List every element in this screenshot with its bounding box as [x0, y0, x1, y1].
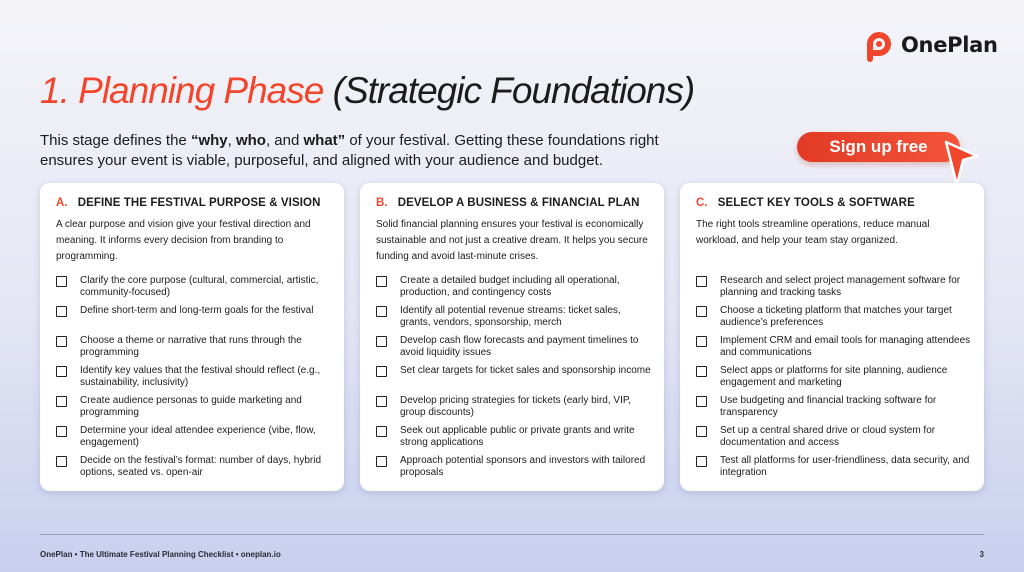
checklist-item-text: Create a detailed budget including all operational, production, and contingency costs: [400, 275, 620, 298]
checkbox[interactable]: [376, 366, 387, 377]
intro-sep2: , and: [265, 132, 304, 149]
checklist-item: [696, 455, 972, 485]
checkbox[interactable]: [376, 456, 387, 467]
oneplan-logo-icon: [861, 28, 893, 62]
checkbox[interactable]: [56, 276, 67, 287]
checklist-item: [376, 425, 652, 455]
checklist: [56, 275, 332, 485]
checklist-item: [696, 335, 972, 365]
card-description: A clear purpose and vision give your festival direction and meaning. It informs every decision from branding to programming.: [56, 219, 311, 262]
checklist: [376, 275, 652, 485]
checklist-item: [696, 275, 972, 305]
checkbox[interactable]: [56, 366, 67, 377]
checklist-item: [696, 305, 972, 335]
card-heading: [56, 197, 332, 209]
checklist-item-text: Define short-term and long-term goals for the festival: [80, 305, 314, 316]
checklist-item-text: Set up a central shared drive or cloud system for documentation and access: [720, 425, 936, 448]
intro-quote-close: ”: [337, 132, 346, 149]
brand-logo: [861, 28, 998, 62]
checklist-item-text: Implement CRM and email tools for managing attendees and communications: [720, 335, 971, 358]
checkbox[interactable]: [696, 276, 707, 287]
checkbox[interactable]: [56, 306, 67, 317]
card-tools-software: [680, 183, 984, 491]
card-content: [376, 197, 652, 485]
checklist-item: [376, 365, 652, 395]
footer-divider: [40, 534, 984, 535]
checklist-item: [56, 425, 332, 455]
card-heading: [376, 197, 652, 209]
intro-sep1: ,: [227, 132, 236, 149]
checklist-item: [696, 395, 972, 425]
title-phase: 1. Planning Phase: [40, 70, 324, 111]
checkbox[interactable]: [696, 426, 707, 437]
checkbox[interactable]: [376, 306, 387, 317]
card-heading-text: DEVELOP A BUSINESS & FINANCIAL PLAN: [397, 197, 640, 209]
page-title: [40, 70, 694, 112]
checklist-item-text: Choose a theme or narrative that runs through the programming: [80, 335, 302, 358]
card-heading-text: SELECT KEY TOOLS & SOFTWARE: [717, 197, 915, 209]
checklist-item: [696, 365, 972, 395]
intro-pre: This stage defines the: [40, 132, 191, 149]
checkbox[interactable]: [696, 396, 707, 407]
checklist-item: [376, 305, 652, 335]
card-letter: C.: [696, 197, 708, 209]
checklist-item-text: Choose a ticketing platform that matches your target audience’s preferences: [720, 305, 952, 328]
checkbox[interactable]: [376, 426, 387, 437]
checklist-item-text: Approach potential sponsors and investors with tailored proposals: [400, 455, 646, 478]
checklist-item-text: Create audience personas to guide marketing and programming: [80, 395, 302, 418]
sign-up-button[interactable]: Sign up free: [797, 132, 960, 162]
intro-rest: of your festival. Getting these foundations right ensures your event is viable, purposeful, and aligned with your audience and budget.: [40, 132, 659, 169]
checkbox[interactable]: [56, 426, 67, 437]
intro-quote-open: “: [190, 132, 199, 149]
checkbox[interactable]: [376, 276, 387, 287]
checklist-item-text: Develop cash flow forecasts and payment timelines to avoid liquidity issues: [400, 335, 639, 358]
checkbox[interactable]: [376, 336, 387, 347]
title-subtitle: (Strategic Foundations): [332, 70, 695, 111]
checklist-item-text: Test all platforms for user-friendliness, data security, and integration: [720, 455, 970, 478]
checklist-item: [56, 305, 332, 335]
card-heading-text: DEFINE THE FESTIVAL PURPOSE & VISION: [77, 197, 321, 209]
card-content: [696, 197, 972, 485]
pointer-arrow-icon: [944, 140, 980, 188]
checklist-item: [376, 335, 652, 365]
brand-name: OnePlan: [901, 33, 998, 57]
intro-paragraph: [40, 131, 700, 171]
checklist-item: [376, 395, 652, 425]
checklist-item-text: Clarify the core purpose (cultural, commercial, artistic, community-focused): [80, 275, 319, 298]
card-heading: [696, 197, 972, 209]
card-description: Solid financial planning ensures your festival is economically sustainable and not just a creative dream. It helps you secure funding and avoid last-minute crises.: [376, 219, 648, 262]
footer-text: OnePlan • The Ultimate Festival Planning Checklist • oneplan.io: [40, 550, 281, 559]
checklist-item-text: Decide on the festival’s format: number of days, hybrid options, seated vs. open-air: [80, 455, 322, 478]
intro-who: who: [235, 132, 266, 149]
checklist-item: [56, 365, 332, 395]
checklist-item-text: Determine your ideal attendee experience (vibe, flow, engagement): [80, 425, 316, 448]
checklist-item-text: Develop pricing strategies for tickets (early bird, VIP, group discounts): [400, 395, 632, 418]
checklist-item-text: Research and select project management software for planning and tracking tasks: [720, 275, 961, 298]
checklist-item: [56, 275, 332, 305]
checklist-item-text: Seek out applicable public or private grants and write strong applications: [400, 425, 635, 448]
intro-what: what: [303, 132, 338, 149]
checklist-item: [696, 425, 972, 455]
checklist-item: [56, 395, 332, 425]
checkbox[interactable]: [56, 456, 67, 467]
card-content: [56, 197, 332, 485]
checkbox[interactable]: [696, 366, 707, 377]
checklist-item: [56, 335, 332, 365]
checklist-item-text: Select apps or platforms for site planning, audience engagement and marketing: [720, 365, 948, 388]
card-description: The right tools streamline operations, reduce manual workload, and help your team stay organized.: [696, 219, 930, 246]
checklist-item: [376, 275, 652, 305]
page-number: 3: [979, 550, 984, 559]
checkbox[interactable]: [56, 396, 67, 407]
intro-why: why: [198, 132, 228, 149]
checklist-item: [376, 455, 652, 485]
checkbox[interactable]: [696, 336, 707, 347]
card-letter: A.: [56, 197, 68, 209]
card-purpose-vision: [40, 183, 344, 491]
card-letter: B.: [376, 197, 388, 209]
checklist-item-text: Identify all potential revenue streams: ticket sales, grants, vendors, sponsorship, merch: [400, 305, 621, 328]
checklist-item-text: Use budgeting and financial tracking software for transparency: [720, 395, 937, 418]
checkbox[interactable]: [696, 306, 707, 317]
checklist-item-text: Set clear targets for ticket sales and sponsorship income: [400, 365, 651, 376]
checkbox[interactable]: [696, 456, 707, 467]
checkbox[interactable]: [376, 396, 387, 407]
checklist: [696, 275, 972, 485]
card-business-financial: [360, 183, 664, 491]
checklist-item-text: Identify key values that the festival should reflect (e.g., sustainability, inclusivity): [80, 365, 321, 388]
checklist-item: [56, 455, 332, 485]
checkbox[interactable]: [56, 336, 67, 347]
